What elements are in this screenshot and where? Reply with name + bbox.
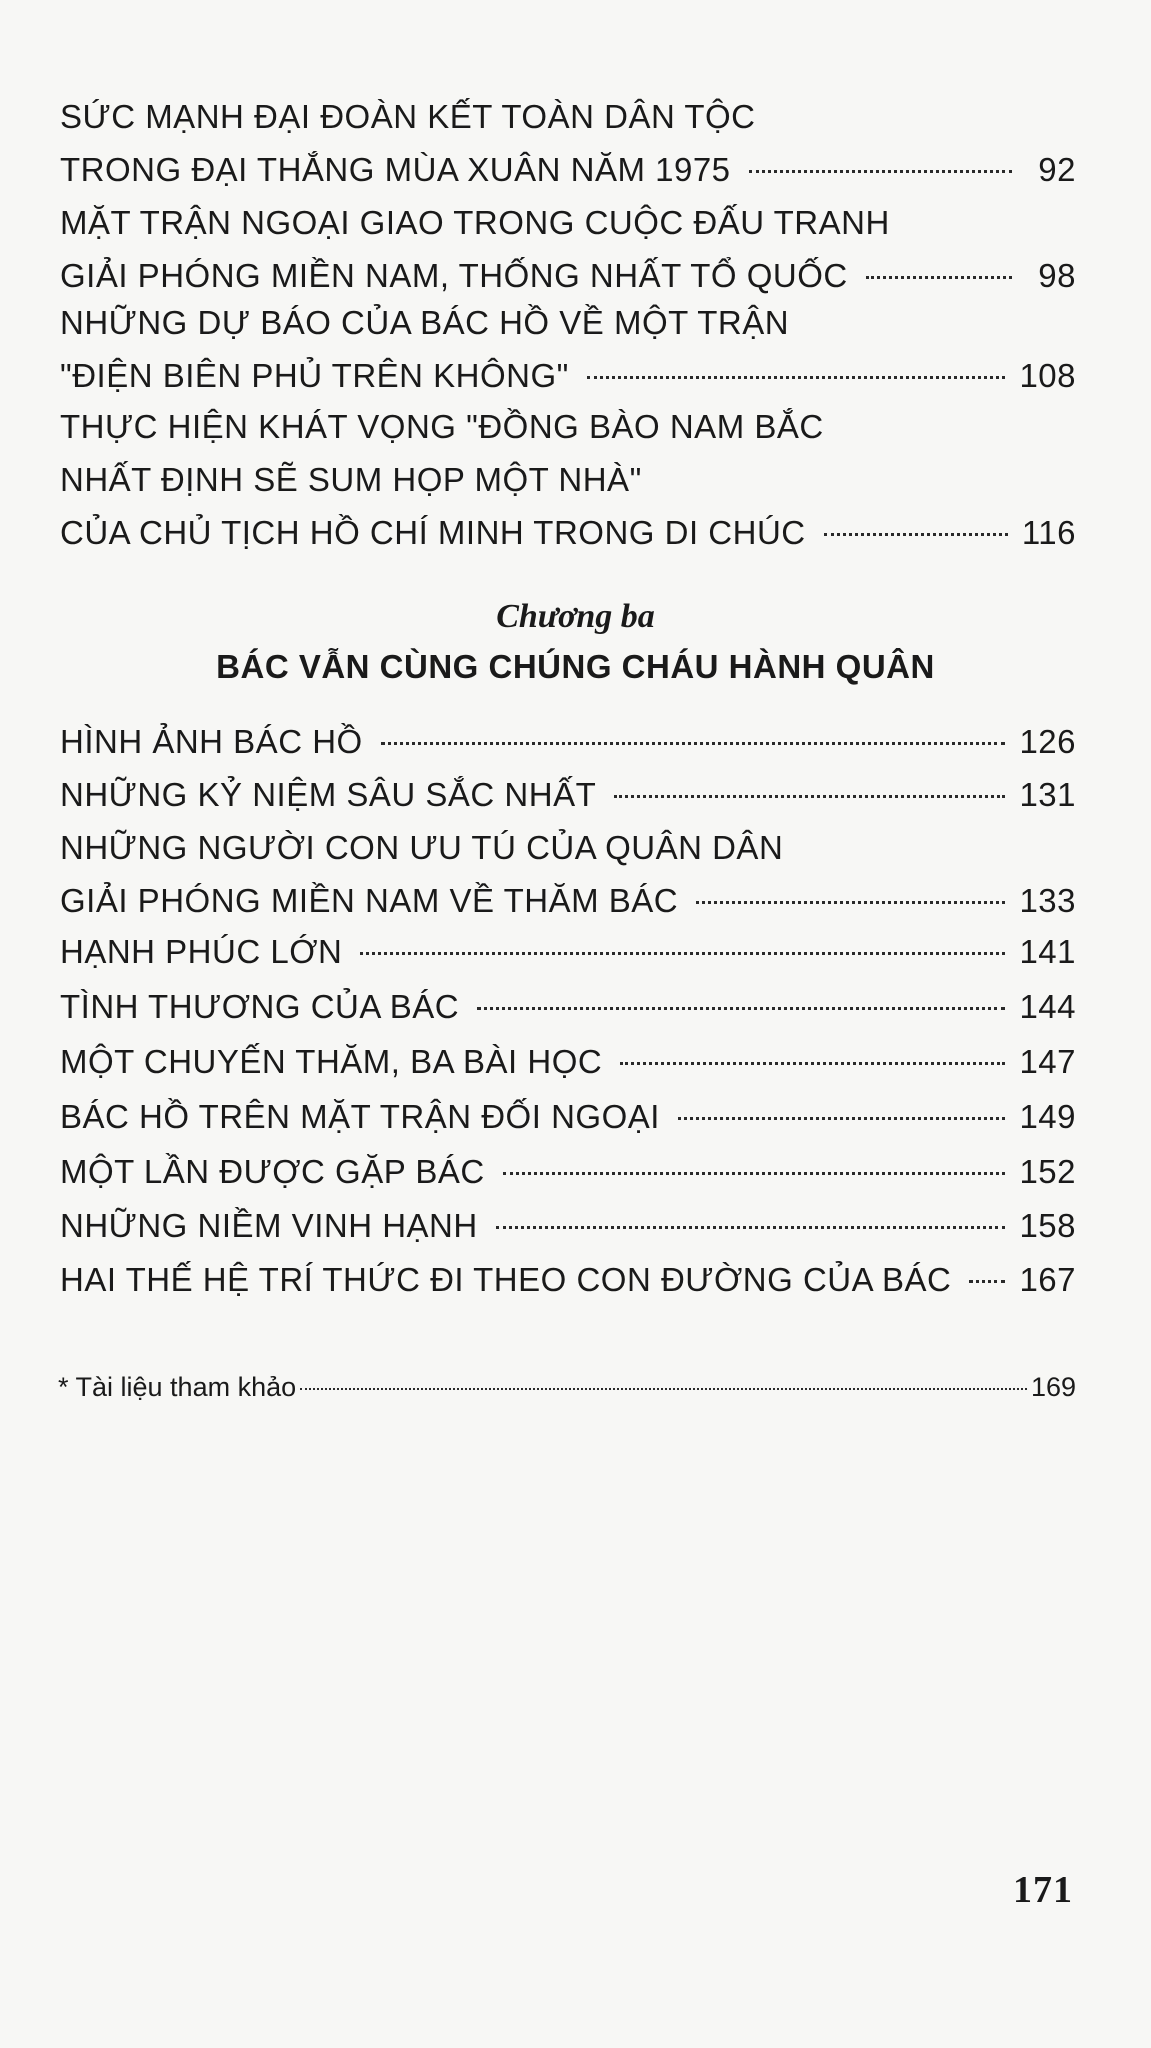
toc-entry-title: MỘT CHUYẾN THĂM, BA BÀI HỌC bbox=[60, 1043, 603, 1080]
toc-entry bbox=[60, 715, 1076, 768]
toc-entry-page: 158 bbox=[1019, 1207, 1076, 1244]
dot-leader bbox=[381, 742, 1006, 745]
toc-entry-page: 133 bbox=[1019, 882, 1076, 919]
dot-leader bbox=[866, 276, 1012, 279]
toc-entry-title: "ĐIỆN BIÊN PHỦ TRÊN KHÔNG" bbox=[60, 357, 569, 394]
toc-entry-line bbox=[60, 1145, 1076, 1198]
page-number: 171 bbox=[1013, 1869, 1073, 1911]
toc-entry bbox=[60, 196, 1076, 302]
toc-entry-title: GIẢI PHÓNG MIỀN NAM, THỐNG NHẤT TỔ QUỐC bbox=[60, 257, 848, 294]
toc-entry bbox=[60, 1253, 1076, 1306]
dot-leader bbox=[300, 1388, 1027, 1390]
dot-leader bbox=[696, 901, 1005, 904]
toc-entry-page: 167 bbox=[1019, 1261, 1076, 1298]
toc-entry-page: 116 bbox=[1021, 514, 1076, 551]
toc-entry-line bbox=[60, 143, 1076, 196]
toc-entry-title: HÌNH ẢNH BÁC HỒ bbox=[60, 723, 363, 760]
toc-entry-line bbox=[60, 874, 1076, 927]
toc-entry-title: HẠNH PHÚC LỚN bbox=[60, 933, 343, 970]
toc-entry-line bbox=[60, 715, 1076, 768]
toc-entry-title: HAI THẾ HỆ TRÍ THỨC ĐI THEO CON ĐƯỜNG CỦA BÁC bbox=[60, 1261, 952, 1298]
dot-leader bbox=[749, 170, 1012, 173]
toc-entry-title: NHẤT ĐỊNH SẼ SUM HỌP MỘT NHÀ" bbox=[60, 461, 642, 498]
toc-entry-page: 131 bbox=[1019, 776, 1076, 813]
toc-entry-page: 126 bbox=[1019, 723, 1076, 760]
references-page: 169 bbox=[1030, 1372, 1076, 1402]
chapter-title: BÁC VẪN CÙNG CHÚNG CHÁU HÀNH QUÂN bbox=[216, 648, 935, 685]
toc-entry-title: TÌNH THƯƠNG CỦA BÁC bbox=[60, 988, 460, 1025]
toc-entry bbox=[60, 90, 1076, 196]
chapter-label: Chương ba bbox=[496, 598, 655, 635]
dot-leader bbox=[620, 1062, 1005, 1065]
toc-entry-line bbox=[60, 249, 1076, 302]
toc-entry-title: GIẢI PHÓNG MIỀN NAM VỀ THĂM BÁC bbox=[60, 882, 679, 919]
references-label: * Tài liệu tham khảo bbox=[58, 1372, 297, 1402]
toc-entry-title: NHỮNG KỶ NIỆM SÂU SẮC NHẤT bbox=[60, 776, 597, 813]
toc-entry bbox=[60, 1090, 1076, 1143]
toc-entry bbox=[60, 1145, 1076, 1198]
dot-leader bbox=[824, 533, 1008, 536]
toc-entry-line bbox=[60, 506, 1076, 559]
toc-entry-line bbox=[60, 196, 1076, 249]
dot-leader bbox=[614, 795, 1005, 798]
dot-leader bbox=[360, 952, 1005, 955]
toc-entry bbox=[60, 980, 1076, 1033]
toc-entry-line bbox=[60, 1035, 1076, 1088]
dot-leader bbox=[477, 1007, 1005, 1010]
toc-entry bbox=[60, 925, 1076, 978]
toc-entry-page: 147 bbox=[1019, 1043, 1076, 1080]
toc-entry-title: NHỮNG NGƯỜI CON ƯU TÚ CỦA QUÂN DÂN bbox=[60, 829, 784, 866]
toc-entry-title: BÁC HỒ TRÊN MẶT TRẬN ĐỐI NGOẠI bbox=[60, 1098, 660, 1135]
toc-entry-line bbox=[60, 925, 1076, 978]
toc-entry-title: NHỮNG NIỀM VINH HẠNH bbox=[60, 1207, 478, 1244]
toc-entry-line bbox=[60, 821, 1076, 874]
toc-entry-line bbox=[60, 1199, 1076, 1252]
toc-entry bbox=[60, 1199, 1076, 1252]
toc-entry-page: 141 bbox=[1019, 933, 1076, 970]
toc-entry-title: TRONG ĐẠI THẮNG MÙA XUÂN NĂM 1975 bbox=[60, 151, 731, 188]
toc-entry-page: 149 bbox=[1019, 1098, 1076, 1135]
toc-entry-title: THỰC HIỆN KHÁT VỌNG "ĐỒNG BÀO NAM BẮC bbox=[60, 408, 824, 445]
toc-entry-page: 108 bbox=[1019, 357, 1076, 394]
toc-entry-title: NHỮNG DỰ BÁO CỦA BÁC HỒ VỀ MỘT TRẬN bbox=[60, 304, 790, 341]
toc-entry-line bbox=[60, 1090, 1076, 1143]
references-entry bbox=[58, 1372, 1076, 1403]
toc-entry bbox=[60, 768, 1076, 821]
toc-entry bbox=[60, 1035, 1076, 1088]
toc-entry-line bbox=[60, 980, 1076, 1033]
toc-entry-page: 98 bbox=[1038, 257, 1076, 294]
dot-leader bbox=[503, 1172, 1006, 1175]
toc-entry-page: 144 bbox=[1019, 988, 1076, 1025]
toc-entry-title: CỦA CHỦ TỊCH HỒ CHÍ MINH TRONG DI CHÚC bbox=[60, 514, 806, 551]
dot-leader bbox=[969, 1280, 1005, 1283]
toc-entry-line bbox=[60, 349, 1076, 402]
toc-entry-page: 152 bbox=[1019, 1153, 1076, 1190]
toc-entry-line bbox=[60, 453, 1076, 506]
toc-entry-line bbox=[60, 90, 1076, 143]
toc-entry-title: MỘT LẦN ĐƯỢC GẶP BÁC bbox=[60, 1153, 485, 1190]
toc-entry-line bbox=[60, 400, 1076, 453]
toc-entry-line bbox=[60, 768, 1076, 821]
dot-leader bbox=[496, 1226, 1006, 1229]
toc-entry-title: MẶT TRẬN NGOẠI GIAO TRONG CUỘC ĐẤU TRANH bbox=[60, 204, 890, 241]
toc-entry-line bbox=[60, 296, 1076, 349]
toc-entry-line bbox=[60, 1253, 1076, 1306]
toc-entry-title: SỨC MẠNH ĐẠI ĐOÀN KẾT TOÀN DÂN TỘC bbox=[60, 98, 756, 135]
dot-leader bbox=[587, 376, 1006, 379]
toc-entry bbox=[60, 400, 1076, 559]
toc-entry bbox=[60, 821, 1076, 927]
dot-leader bbox=[678, 1117, 1006, 1120]
toc-entry bbox=[60, 296, 1076, 402]
toc-entry-page: 92 bbox=[1038, 151, 1076, 188]
